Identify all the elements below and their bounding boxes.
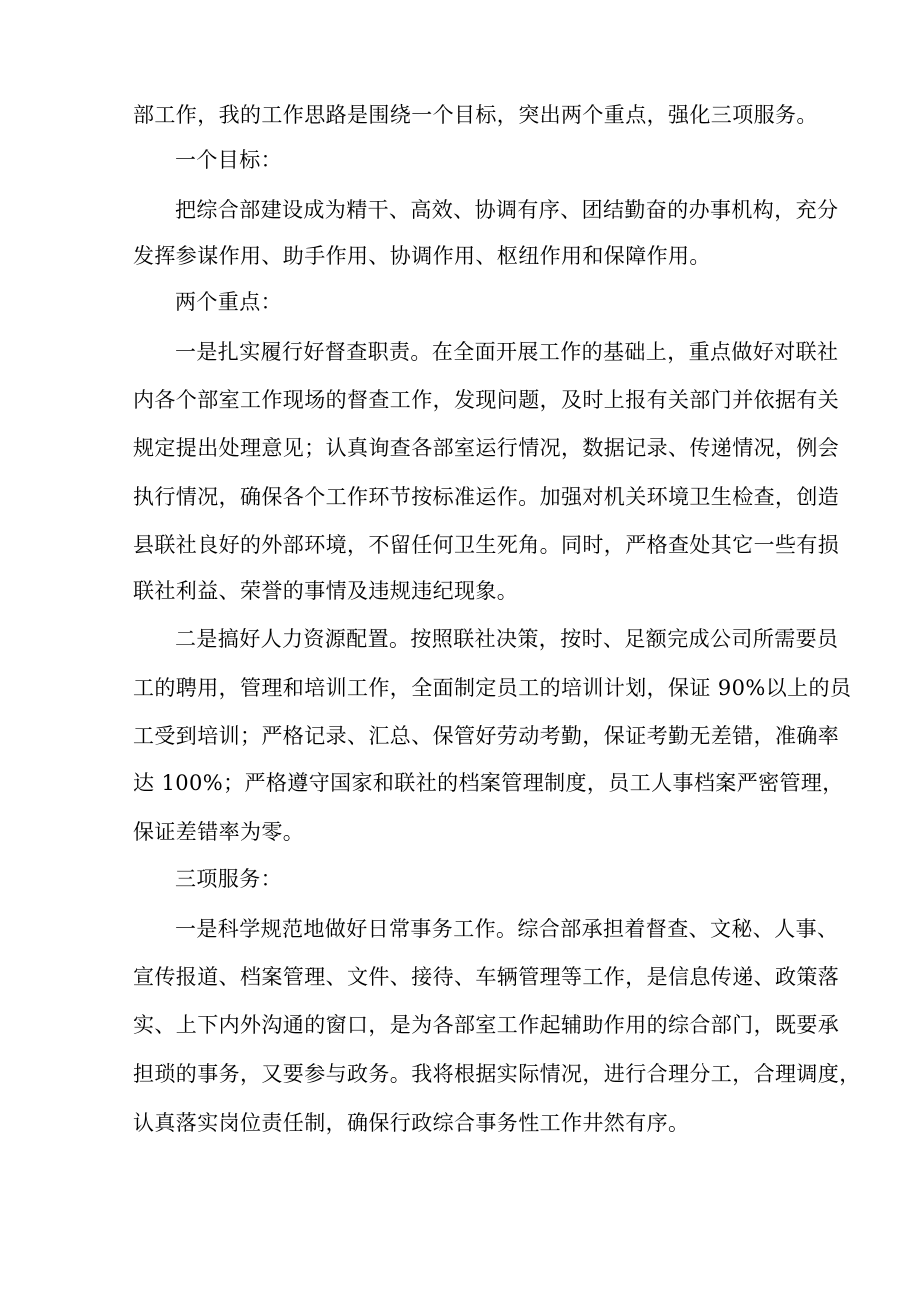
text-line: 认真落实岗位责任制，确保行政综合事务性工作井然有序。 xyxy=(133,1111,690,1135)
text-line: 把综合部建设成为精干、高效、协调有序、团结勤奋的办事机构，充分 xyxy=(175,198,839,222)
text-line: 保证差错率为零。 xyxy=(133,820,305,844)
text-line: 联社利益、荣誉的事情及违规违纪现象。 xyxy=(133,579,519,603)
text-line: 工受到培训；严格记录、汇总、保管好劳动考勤，保证考勤无差错，准确率 xyxy=(133,724,840,748)
section-heading: 一个目标： xyxy=(175,148,282,172)
text-line: 宣传报道、档案管理、文件、接待、车辆管理等工作，是信息传递、政策落 xyxy=(133,965,840,989)
text-line: 发挥参谋作用、助手作用、协调作用、枢纽作用和保障作用。 xyxy=(133,244,711,268)
text-line: 工的聘用，管理和培训工作，全面制定员工的培训计划，保证 90%以上的员 xyxy=(133,676,852,700)
text-line: 执行情况，确保各个工作环节按标准运作。加强对机关环境卫生检查，创造 xyxy=(133,485,840,509)
text-line: 县联社良好的外部环境，不留任何卫生死角。同时，严格查处其它一些有损 xyxy=(133,533,840,557)
text-line: 达 100%；严格遵守国家和联社的档案管理制度，员工人事档案严密管理， xyxy=(133,771,844,795)
text-line: 担琐的事务，又要参与政务。我将根据实际情况，进行合理分工，合理调度， xyxy=(133,1062,861,1086)
text-line: 一是扎实履行好督查职责。在全面开展工作的基础上，重点做好对联社 xyxy=(175,340,839,364)
text-line: 内各个部室工作现场的督查工作，发现问题，及时上报有关部门并依据有关 xyxy=(133,388,840,412)
text-line: 实、上下内外沟通的窗口，是为各部室工作起辅助作用的综合部门，既要承 xyxy=(133,1013,840,1037)
section-heading: 三项服务： xyxy=(175,867,282,891)
text-line: 规定提出处理意见；认真询查各部室运行情况，数据记录、传递情况，例会 xyxy=(133,436,840,460)
text-line: 部工作，我的工作思路是围绕一个目标，突出两个重点，强化三项服务。 xyxy=(133,103,818,127)
section-heading: 两个重点： xyxy=(175,290,282,314)
text-line: 一是科学规范地做好日常事务工作。综合部承担着督查、文秘、人事、 xyxy=(175,917,839,941)
text-line: 二是搞好人力资源配置。按照联社决策，按时、足额完成公司所需要员 xyxy=(175,627,839,651)
